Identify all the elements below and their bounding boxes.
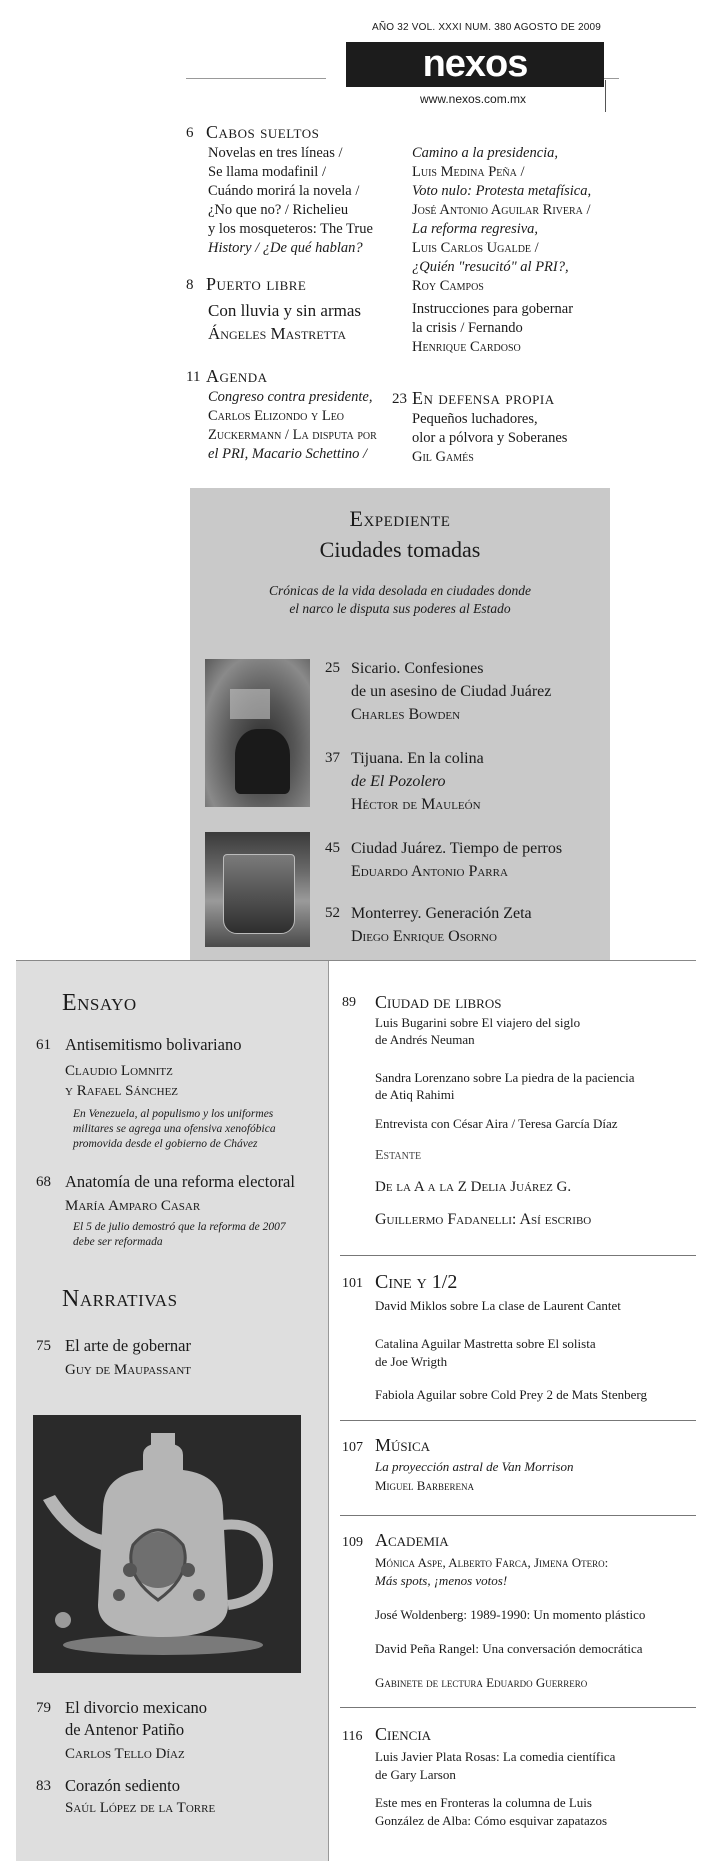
photo-cup [205,832,310,947]
entry-line: Gabinete de lectura Eduardo Guerrero [375,1675,588,1690]
page-number: 89 [342,995,356,1010]
section-title: Música [375,1435,431,1455]
entry-line: Entrevista con César Aira / Teresa García Díaz [375,1116,618,1131]
page-number: 61 [36,1037,51,1053]
section-title: En defensa propia [412,388,555,408]
page-number: 75 [36,1338,51,1354]
author: Héctor de Mauleón [351,796,481,813]
article-title: Antisemitismo bolivariano [65,1035,242,1054]
section-continued-list [412,144,622,296]
page-number: 52 [325,905,340,921]
text-line: Zuckermann / La disputa por [208,427,377,443]
text-line: Se llama modafinil / [208,164,326,180]
entry-line: de Andrés Neuman [375,1032,475,1047]
text-line: Carlos Elizondo y Leo [208,408,345,424]
article-title: Corazón sediento [65,1776,181,1795]
entry-line: Guillermo Fadanelli: Así escribo [375,1211,592,1228]
text-line: Luis Carlos Ugalde / [412,240,539,256]
divider [340,1255,696,1256]
article-title: Sicario. Confesiones [351,660,484,677]
text-line: olor a pólvora y Soberanes [412,430,568,446]
entry-line: Catalina Aguilar Mastretta sobre El solista [375,1336,596,1351]
text-line: Congreso contra presidente, [208,389,373,405]
expediente-title: Ciudades tomadas [319,537,481,562]
section-title: Cabos sueltos [206,122,320,142]
section-title: Puerto libre [206,274,307,294]
text-line: Roy Campos [412,278,484,294]
divider [604,78,619,79]
text-line: y los mosqueteros: The True [208,221,373,237]
divider [340,1707,696,1708]
section-title: Ciencia [375,1724,432,1744]
entry-line: de Atiq Rahimi [375,1087,455,1102]
description-line: debe ser reformada [73,1236,163,1248]
section-title: Cine y 1/2 [375,1271,458,1293]
text-line: La reforma regresiva, [412,221,539,237]
author: Claudio Lomnitz [65,1063,173,1079]
author: María Amparo Casar [65,1198,201,1214]
entry-line: de Joe Wrigth [375,1354,448,1369]
expediente-label: Expediente [349,506,451,531]
section-title: Academia [375,1530,449,1550]
description-line: El 5 de julio demostró que la reforma de 2007 [73,1221,286,1233]
article-title: Anatomía de una reforma electoral [65,1172,295,1191]
entry-line: José Woldenberg: 1989-1990: Un momento plástico [375,1607,646,1622]
author: Charles Bowden [351,706,461,723]
section-title: Agenda [206,366,268,386]
text-line: Instrucciones para gobernar [412,301,574,317]
description-line: En Venezuela, al populismo y los uniformes [73,1108,274,1120]
article-title: El arte de gobernar [65,1336,191,1355]
text-line: Voto nulo: Protesta metafísica, [412,183,592,199]
text-line: Henrique Cardoso [412,339,521,355]
photo-sicario [205,659,310,807]
page-number: 68 [36,1174,51,1190]
nexos-logo: nexos [346,42,604,87]
divider [340,1515,696,1516]
teapot-icon [33,1415,301,1673]
page-number: 23 [392,391,407,407]
entry-line: Fabiola Aguilar sobre Cold Prey 2 de Mats Stenberg [375,1387,648,1402]
page-number: 79 [36,1700,51,1716]
text-line: Camino a la presidencia, [412,145,559,161]
page-number: 83 [36,1778,51,1794]
teapot-illustration [33,1415,301,1673]
page-number: 8 [186,277,194,293]
entry-line: David Miklos sobre La clase de Laurent Cantet [375,1298,621,1313]
section-title: Ciudad de libros [375,992,502,1012]
entry-line: Sandra Lorenzano sobre La piedra de la paciencia [375,1070,635,1085]
author: Diego Enrique Osorno [351,928,497,945]
page-number: 6 [186,125,194,141]
entry-line: Luis Javier Plata Rosas: La comedia científica [375,1749,616,1764]
author: y Rafael Sánchez [65,1083,179,1099]
author: Eduardo Antonio Parra [351,863,508,880]
expediente-subtitle: el narco le disputa sus poderes al Estado [289,601,511,616]
article-title: de El Pozolero [351,773,446,790]
text-line: la crisis / Fernando [412,320,523,336]
page-number: 37 [325,750,340,766]
page-number: 116 [342,1729,363,1744]
author: Carlos Tello Díaz [65,1746,185,1762]
website-url[interactable]: www.nexos.com.mx [420,92,527,106]
article-title: El divorcio mexicano [65,1698,208,1717]
issue-line: AÑO 32 VOL. XXXI NUM. 380 AGOSTO DE 2009 [372,22,602,33]
page-number: 109 [342,1535,363,1550]
text-line: History / ¿De qué hablan? [208,240,363,256]
article-title: de Antenor Patiño [65,1720,185,1739]
entry-line: Luis Bugarini sobre El viajero del siglo [375,1015,581,1030]
text-line: Novelas en tres líneas / [208,145,343,161]
expediente-subtitle: Crónicas de la vida desolada en ciudades donde [268,583,532,598]
entry-line: Este mes en Fronteras la columna de Luis [375,1795,592,1810]
column-divider [328,961,329,1861]
divider [340,1420,696,1421]
description-line: promovida desde el gobierno de Chávez [73,1138,258,1150]
author: Saúl López de la Torre [65,1800,216,1816]
text-line: ¿No que no? / Richelieu [208,202,349,218]
divider [186,78,326,79]
text-line: Pequeños luchadores, [412,411,538,427]
page-number: 11 [186,369,201,385]
text-line: Cuándo morirá la novela / [208,183,360,199]
page-number: 101 [342,1276,363,1291]
text-line: ¿Quién "resucitó" al PRI?, [412,259,569,275]
text-line: el PRI, Macario Schettino / [208,446,368,462]
article-title: Monterrey. Generación Zeta [351,905,532,922]
page-number: 45 [325,840,340,856]
author: Gil Gamés [412,449,474,465]
instrucciones-block[interactable] [412,300,622,357]
divider [605,80,606,112]
page-number: 25 [325,660,340,676]
divider [16,960,696,961]
article-title: Tijuana. En la colina [351,750,484,767]
entry-line: David Peña Rangel: Una conversación democrática [375,1641,643,1656]
page-number: 107 [342,1440,363,1455]
entry-line: de Gary Larson [375,1767,456,1782]
entry-line: Más spots, ¡menos votos! [375,1573,508,1588]
entry-line: La proyección astral de Van Morrison [375,1459,574,1474]
entry-line: González de Alba: Cómo esquivar zapatazos [375,1813,608,1828]
section-title-ensayo: Ensayo [62,990,137,1016]
author: Ángeles Mastretta [208,324,347,343]
article-title: Ciudad Juárez. Tiempo de perros [351,840,563,857]
author: Guy de Maupassant [65,1362,192,1378]
author: Miguel Barberena [375,1478,474,1493]
section-title-narrativas: Narrativas [62,1286,178,1312]
entry-line: De la A a la Z Delia Juárez G. [375,1179,572,1195]
entry-line: Mónica Aspe, Alberto Farca, Jimena Otero: [375,1555,609,1570]
description-line: militares se agrega una ofensiva xenofóbica [73,1123,276,1135]
article-title: de un asesino de Ciudad Juárez [351,683,552,700]
estante-label: Estante [375,1148,422,1163]
text-line: José Antonio Aguilar Rivera / [412,202,591,218]
article-title: Con lluvia y sin armas [208,301,361,320]
text-line: Luis Medina Peña / [412,164,525,180]
